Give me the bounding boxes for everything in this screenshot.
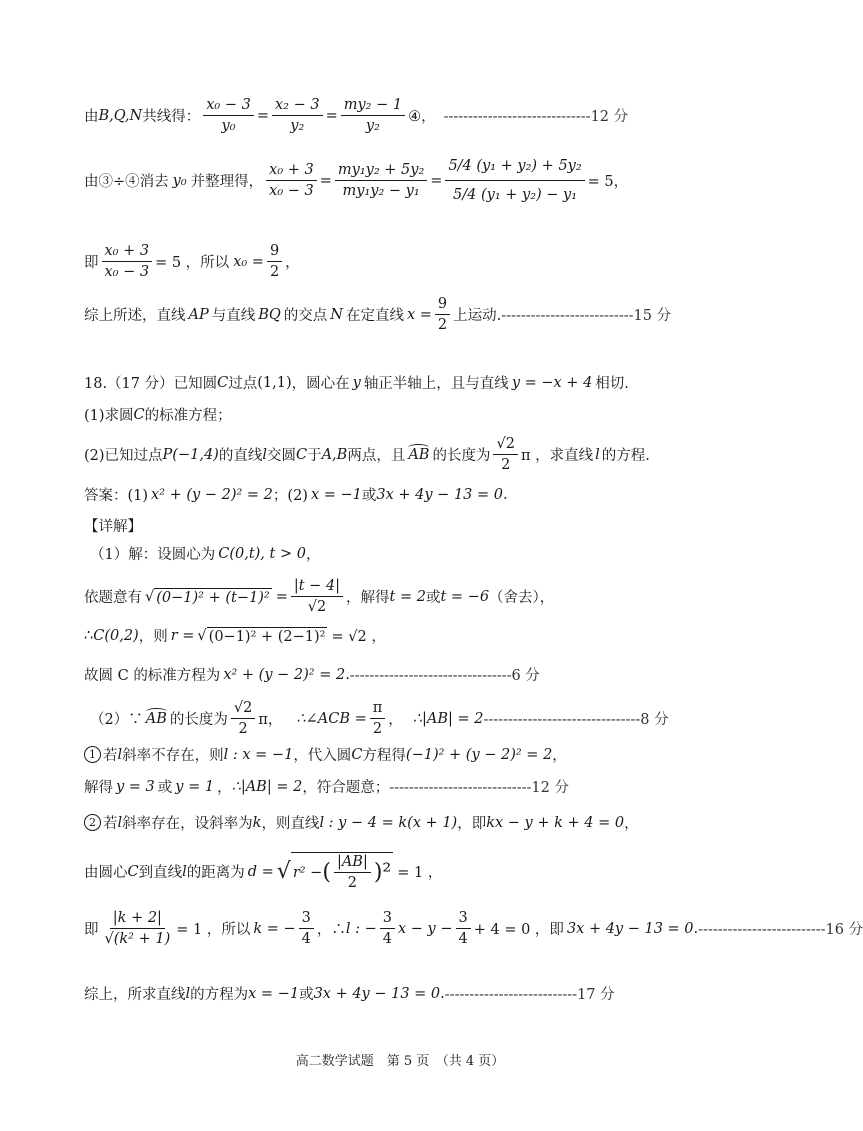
fraction: $\frac{√2}{2}$	[231, 700, 255, 737]
circled-number: 1	[84, 746, 101, 763]
solution-step-2: 依题意有 √ (0−1)² + (t−1)² = $\frac{|t - 4|}{√2}$ ，解得 t = 2 或 t = −6 （舍去），	[84, 578, 555, 615]
fraction: $\frac{|AB|}{2}$	[334, 854, 371, 891]
page-footer: 高二数学试题 第 5 页 （共 4 页）	[295, 1054, 505, 1069]
arc-ab: AB	[408, 446, 430, 463]
line-conclusion-17: 综上所述，直线 AP 与直线 BQ 的交点 N 在定直线 x = $\frac{9}{2}$ 上运动. ---------------------------15 分	[84, 296, 672, 333]
score-mark: ---------------------------17 分	[444, 987, 615, 1003]
solution-step-3: ∴ C(0,2) ，则 r = √ (0−1)² + (2−1)² = √2 ，	[84, 627, 386, 645]
solution-slope: 即 $\frac{|k + 2|}{\text{√(k² + 1)}}$ = 1 ，所以 k = − $\frac{3}{4}$ ，∴ l : − $\frac{3}{4}$ x − y − $\frac{3}{4}$ + 4 = 0 ，即 3x + 4y − 13 = 0 . --------------------------16 分	[84, 910, 863, 947]
solution-step-5: （2）∵ AB 的长度为 $\frac{√2}{2}$ π， ∴∠ACB = $\frac{\pi}{2}$ ， ∴|AB| = 2 --------------------------------8 分	[90, 700, 669, 737]
solution-distance: 由圆心 C 到直线 l 的距离为 d = √ r² − ( $\frac{|AB|}{2}$ )² = 1 ，	[84, 854, 443, 891]
solution-step-1: （1）解：设圆心为 C(0,t), t > 0 ，	[90, 545, 321, 563]
fraction: $\frac{\pi}{2}$	[370, 700, 386, 737]
answer-line: 答案：(1) x² + (y − 2)² = 2 ；(2) x = −1 或 3x + 4y − 13 = 0 .	[84, 486, 508, 504]
line-eliminate: 由③÷④消去 y₀ 并整理得， $\frac{\text{x₀ + 3}}{\text{x₀ − 3}}$ = $\frac{\text{my₁y₂ + 5y₂}}{\text{my₁y₂ − y₁}}$ = $\frac{\text{5/4 (y₁ + y₂) + 5y₂}}{\text{5/4 (y₁ + y₂) − y₁}}$ = 5，	[84, 158, 629, 203]
fraction: $\frac{9}{2}$	[267, 243, 282, 280]
fraction: $\frac{9}{2}$	[435, 296, 450, 333]
fraction: $\frac{3}{4}$	[299, 910, 314, 947]
arc-ab: AB	[145, 710, 167, 727]
question-18-part1: (1)求圆 C 的标准方程；	[84, 406, 232, 424]
score-mark: ---------------------------------6 分	[349, 668, 540, 684]
fraction: $\frac{3}{4}$	[380, 910, 395, 947]
fraction: $\frac{|k + 2|}{\text{√(k² + 1)}}$	[104, 910, 171, 947]
circled-number: 2	[84, 814, 101, 831]
fraction: $\frac{\text{x₀ + 3}}{\text{x₀ − 3}}$	[102, 243, 153, 280]
fraction: $\frac{\text{5/4 (y₁ + y₂) + 5y₂}}{\text{5/4 (y₁ + y₂) − y₁}}$	[445, 158, 584, 203]
line-result-x0: 即 $\frac{\text{x₀ + 3}}{\text{x₀ − 3}}$ = 5 ，所以 x₀ = $\frac{9}{2}$ ，	[84, 243, 300, 280]
question-18-part2: (2)已知过点 P(−1,4) 的直线 l 交圆 C 于 A,B 两点，且 AB 的长度为 $\frac{√2}{2}$ π ，求直线 l 的方程.	[84, 436, 650, 473]
sqrt-expression: r² − ( $\frac{|AB|}{2}$ )²	[292, 854, 392, 891]
score-mark: ---------------------------15 分	[501, 308, 672, 324]
solution-case-1: 1 若 l 斜率不存在，则 l : x = −1 ，代入圆 C 方程得 (−1)² + (y − 2)² = 2 ，	[84, 744, 567, 765]
final-conclusion-18: 综上，所求直线 l 的方程为 x = −1 或 3x + 4y − 13 = 0 . ---------------------------17 分	[84, 983, 615, 1004]
solution-case-2: 2 若 l 斜率存在，设斜率为 k ，则直线 l : y − 4 = k(x + 1) ，即 kx − y + k + 4 = 0 ，	[84, 812, 639, 833]
fraction: $\frac{|t - 4|}{√2}$	[291, 578, 343, 615]
score-mark: ------------------------------12 分	[443, 109, 629, 125]
fraction: $\frac{√2}{2}$	[493, 436, 517, 473]
line-collinear: 由 B,Q,N 共线得： $\frac{\text{x₀ − 3}}{\text{y₀}}$ = $\frac{\text{x₂ − 3}}{\text{y₂}}$ = $\frac{\text{my₂ − 1}}{\text{y₂}}$ ④， ------------------------------12 分	[84, 97, 629, 134]
fraction: $\frac{3}{4}$	[456, 910, 471, 947]
fraction: $\frac{\text{x₂ − 3}}{\text{y₂}}$	[272, 97, 323, 134]
score-mark: --------------------------------8 分	[483, 712, 669, 728]
solution-case-1-result: 解得 y = 3 或 y = 1 ， ∴|AB| = 2 ，符合题意； -----------------------------12 分	[84, 776, 569, 797]
detail-heading: 【详解】	[84, 519, 142, 535]
fraction: $\frac{\text{x₀ + 3}}{\text{x₀ − 3}}$	[266, 162, 317, 199]
fraction: $\frac{\text{x₀ − 3}}{\text{y₀}}$	[203, 97, 254, 134]
solution-step-4: 故圆 C 的标准方程为 x² + (y − 2)² = 2 . ---------------------------------6 分	[84, 664, 540, 685]
fraction: $\frac{\text{my₁y₂ + 5y₂}}{\text{my₁y₂ − y₁}}$	[335, 162, 427, 199]
fraction: $\frac{\text{my₂ − 1}}{\text{y₂}}$	[341, 97, 405, 134]
score-mark: --------------------------16 分	[698, 922, 863, 938]
score-mark: -----------------------------12 分	[389, 780, 569, 796]
question-18: 18.（17 分）已知圆 C 过点 (1,1) ，圆心在 y 轴正半轴上，且与直线 y = −x + 4 相切.	[84, 374, 629, 392]
